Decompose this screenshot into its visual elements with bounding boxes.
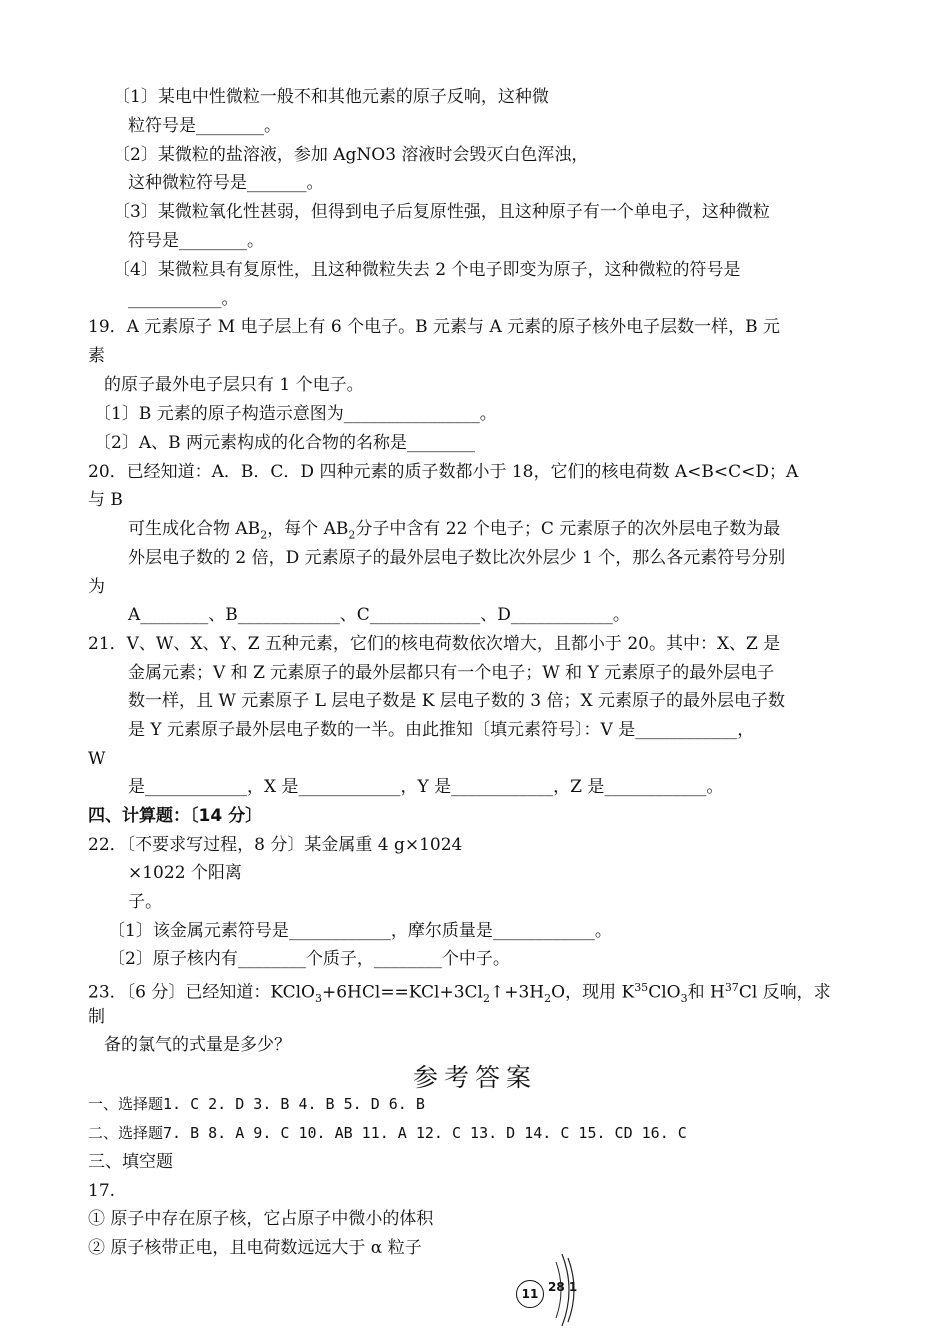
q22-stem: 22．〔不要求写过程，8 分〕某金属重 4 g×1024 bbox=[88, 835, 463, 855]
q22-part2: 〔2〕原子核内有________个质子，________个中子。 bbox=[108, 949, 510, 969]
q18-part2-blank: 这种微粒符号是_______。 bbox=[128, 173, 324, 193]
q21-stem: 21．V、W、X、Y、Z 五种元素，它们的核电荷数依次增大，且都小于 20。其中：X、Z 是 bbox=[88, 634, 781, 654]
answer-17-item2: ② 原子核带正电，且电荷数远远大于 α 粒子 bbox=[88, 1238, 422, 1258]
q22-line3: 子。 bbox=[128, 892, 162, 912]
section-calculation-heading: 四、计算题：〔14 分〕 bbox=[88, 806, 263, 826]
answer-fill-heading: 三、填空题 bbox=[88, 1152, 173, 1172]
page-badge: 11 bbox=[516, 1280, 544, 1308]
q18-part1: 〔1〕某电中性微粒一般不和其他元素的原子反响，这种微 bbox=[113, 87, 549, 107]
q23-wrap: 制 bbox=[88, 1007, 105, 1027]
q18-part3: 〔3〕某微粒氧化性甚弱，但得到电子后复原性强，且这种原子有一个单电子，这种微粒 bbox=[113, 202, 770, 222]
answer-key-title: 参考答案 bbox=[412, 1063, 537, 1092]
q20-compound-line: 可生成化合物 $AB_2$，每个 $AB_2$分子中含有 22 个电子；C 元素原子的次外层电子数为最 bbox=[128, 519, 781, 542]
answer-17-label: 17. bbox=[88, 1181, 116, 1201]
q21-line2: 金属元素；V 和 Z 元素原子的最外层都只有一个电子；W 和 Y 元素原子的最外层电子 bbox=[128, 663, 775, 683]
q23-cont: 备的氯气的式量是多少？ bbox=[104, 1035, 291, 1055]
q19-stem-wrap: 素 bbox=[88, 346, 105, 366]
page-number: 28 1 bbox=[548, 1280, 578, 1294]
q23-stem: 23．〔6 分〕已经知道：$KClO_3+6HCl==KCl+3Cl_2↑+3H_2O$，现用 $K^{35}ClO_3$和 $H^{37}Cl$ 反响，求 bbox=[88, 981, 831, 1006]
q19-part2: 〔2〕A、B 两元素构成的化合物的名称是________ bbox=[94, 433, 475, 453]
q20-stem-wrap: 与 B bbox=[88, 490, 123, 510]
q18-part4-blank: ___________。 bbox=[128, 289, 239, 309]
q20-stem: 20．已经知道：A．B．C．D 四种元素的质子数都小于 18，它们的核电荷数 A<B<C<D；A bbox=[88, 462, 799, 482]
q22-line2: ×1022 个阳离 bbox=[128, 863, 242, 883]
q21-line4: 是 Y 元素原子最外层电子数的一半。由此推知〔填元素符号〕：V 是____________， bbox=[128, 720, 755, 740]
q20-line4: 外层电子数的 2 倍，D 元素原子的最外层电子数比次外层少 1 个，那么各元素符号分别 bbox=[128, 548, 786, 568]
q22-part1: 〔1〕该金属元素符号是____________，摩尔质量是____________。 bbox=[108, 921, 612, 941]
q19-part1: 〔1〕B 元素的原子构造示意图为________________。 bbox=[94, 404, 497, 424]
q21-blanks: 是____________，X 是____________，Y 是____________，Z 是____________。 bbox=[128, 777, 724, 797]
q21-line5: W bbox=[88, 749, 106, 769]
q18-part1-blank: 粒符号是________。 bbox=[128, 116, 281, 136]
q19-stem-cont: 的原子最外电子层只有 1 个电子。 bbox=[104, 375, 364, 395]
answer-17-item1: ① 原子中存在原子核，它占原子中微小的体积 bbox=[88, 1209, 434, 1229]
answer-choice-1: 一、选择题1. C 2. D 3. B 4. B 5. D 6. B bbox=[88, 1095, 425, 1113]
q21-line3: 数一样，且 W 元素原子 L 层电子数是 K 层电子数的 3 倍；X 元素原子的最外层电子数 bbox=[128, 691, 786, 711]
q20-line5: 为 bbox=[88, 577, 105, 597]
q20-blanks: A________、B____________、C_____________、D____________。 bbox=[128, 605, 630, 625]
q18-part3-blank: 符号是________。 bbox=[128, 231, 264, 251]
answer-choice-2: 二、选择题7. B 8. A 9. C 10. AB 11. A 12. C 13. D 14. C 15. CD 16. C bbox=[88, 1124, 687, 1142]
decorative-arcs-icon bbox=[540, 1250, 580, 1330]
q18-part2: 〔2〕某微粒的盐溶液，参加 AgNO3 溶液时会毁灭白色浑浊， bbox=[113, 145, 589, 165]
q18-part4: 〔4〕某微粒具有复原性，且这种微粒失去 2 个电子即变为原子，这种微粒的符号是 bbox=[113, 260, 741, 280]
q19-stem: 19．A 元素原子 M 电子层上有 6 个电子。B 元素与 A 元素的原子核外电子层数一样，B 元 bbox=[88, 317, 781, 337]
